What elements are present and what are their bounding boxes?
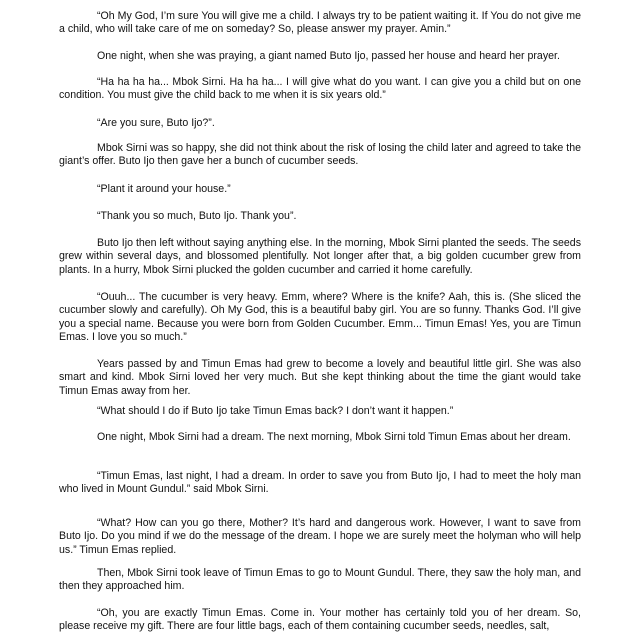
paragraph: Years passed by and Timun Emas had grew to become a lovely and beautiful little girl. She was also smart and kind. Mbok Sirni loved her very much. But she kept thinking about the time the giant would take Timun Emas away from her. <box>59 358 581 397</box>
paragraph: Buto Ijo then left without saying anything else. In the morning, Mbok Sirni planted the seeds. The seeds grew within several days, and blossomed plentifully. Not longer after that, a big golden cucumber grew from plants. In a hurry, Mbok Sirni plucked the golden cucumber and carried it home carefully. <box>59 237 581 276</box>
paragraph: Then, Mbok Sirni took leave of Timun Emas to go to Mount Gundul. There, they saw the holy man, and then they approached him. <box>59 567 581 593</box>
paragraph: One night, Mbok Sirni had a dream. The next morning, Mbok Sirni told Timun Emas about her dream. <box>97 431 571 443</box>
paragraph: “Oh, you are exactly Timun Emas. Come in. Your mother has certainly told you of her dream. So, please receive my gift. There are four little bags, each of them containing cucumber seeds, needles, salt, <box>59 607 581 633</box>
paragraph: Mbok Sirni was so happy, she did not think about the risk of losing the child later and agreed to take the giant’s offer. Buto Ijo then gave her a bunch of cucumber seeds. <box>59 142 581 168</box>
paragraph: “Oh My God, I’m sure You will give me a child. I always try to be patient waiting it. If You do not give me a child, who will take care of me on someday? So, please answer my prayer. Amin.” <box>59 10 581 36</box>
paragraph: “What should I do if Buto Ijo take Timun Emas back? I don’t want it happen.” <box>97 405 454 417</box>
paragraph: One night, when she was praying, a giant named Buto Ijo, passed her house and heard her prayer. <box>97 50 560 62</box>
paragraph: “Plant it around your house.” <box>97 183 231 195</box>
paragraph: “Ha ha ha ha... Mbok Sirni. Ha ha ha... I will give what do you want. I can give you a child but on one condition. You must give the child back to me when it is six years old.” <box>59 76 581 102</box>
paragraph: “Are you sure, Buto Ijo?”. <box>97 117 215 129</box>
paragraph: “Ouuh... The cucumber is very heavy. Emm, where? Where is the knife? Aah, this is. (She sliced the cucumber slowly and carefully). Oh My God, this is a beautiful baby girl. You are so funny. Thanks God. I’ll give you a special name. Because you were born from Golden Cucumber. Emm... Timun Emas! Yes, you are Timun Emas. I love you so much.” <box>59 291 581 344</box>
paragraph: “Timun Emas, last night, I had a dream. In order to save you from Buto Ijo, I had to meet the holy man who lived in Mount Gundul.” said Mbok Sirni. <box>59 470 581 496</box>
paragraph: “Thank you so much, Buto Ijo. Thank you”. <box>97 210 297 222</box>
paragraph: “What? How can you go there, Mother? It’s hard and dangerous work. However, I want to save from Buto Ijo. Do you mind if we do the message of the dream. I hope we are surely meet the holyman who will help us.” Timun Emas replied. <box>59 517 581 556</box>
